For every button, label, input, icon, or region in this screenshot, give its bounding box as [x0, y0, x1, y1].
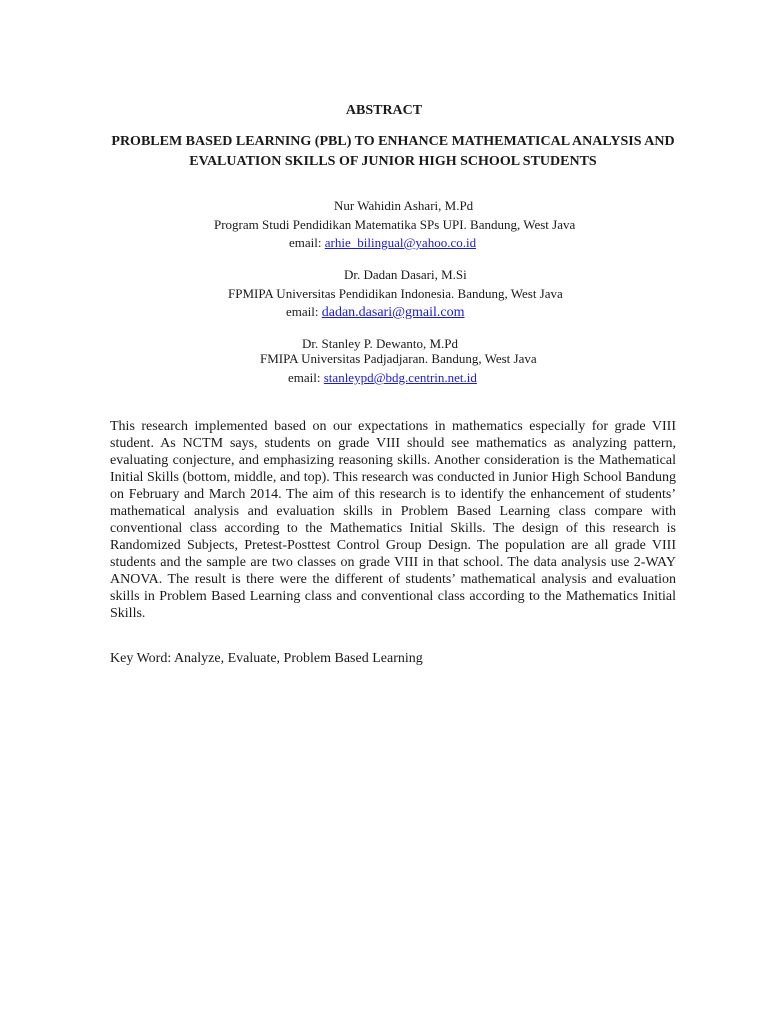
abstract-body: This research implemented based on our expectations in mathematics especially for grade VIII student. As NCTM says, students on grade VIII should see mathematics as analyzing pattern, evaluating conjecture, and emphasizing reasoning skills. Another consideration is the Mathematical Initial Skills (bottom, middle, and top). This research was conducted in Junior High School Bandung on February and March 2014. The aim of this research is to identify the enhancement of students’ mathematical analysis and evaluation skills in Problem Based Learning class compare with conventional class according to the Mathematics Initial Skills. The design of this research is Randomized Subjects, Pretest-Posttest Control Group Design. The population are all grade VIII students and the sample are two classes on grade VIII in that school. The data analysis use 2-WAY ANOVA. The result is there were the different of students’ mathematical analysis and evaluation skills in Problem Based Learning class and conventional class according to the Mathematics Initial Skills.: [110, 419, 676, 621]
author-name: Nur Wahidin Ashari, M.Pd: [334, 198, 474, 213]
abstract-heading: ABSTRACT: [345, 103, 423, 118]
author-email-line: [286, 303, 464, 321]
author-email-line: [288, 369, 477, 386]
author-name: Dr. Stanley P. Dewanto, M.Pd: [302, 336, 458, 351]
email-label: email:: [286, 304, 319, 319]
email-label: email:: [289, 235, 322, 250]
author-affiliation: FMIPA Universitas Padjadjaran. Bandung, West Java: [260, 351, 537, 366]
author-affiliation: Program Studi Pendidikan Matematika SPs UPI. Bandung, West Java: [214, 217, 576, 232]
author-email-link[interactable]: arhie_bilingual@yahoo.co.id: [324, 235, 477, 250]
paper-title: PROBLEM BASED LEARNING (PBL) TO ENHANCE MATHEMATICAL ANALYSIS AND EVALUATION SKILLS OF JUNIOR HIGH SCHOOL STUDENTS: [111, 134, 675, 169]
keywords: Key Word: Analyze, Evaluate, Problem Based Learning: [110, 651, 423, 666]
author-email-link[interactable]: dadan.dasari@gmail.com: [321, 305, 465, 320]
author-name: Dr. Dadan Dasari, M.Si: [344, 267, 467, 282]
author-email-line: [289, 234, 476, 251]
author-email-link[interactable]: stanleypd@bdg.centrin.net.id: [323, 370, 477, 385]
email-label: email:: [288, 370, 321, 385]
author-affiliation: FPMIPA Universitas Pendidikan Indonesia. Bandung, West Java: [228, 286, 563, 301]
